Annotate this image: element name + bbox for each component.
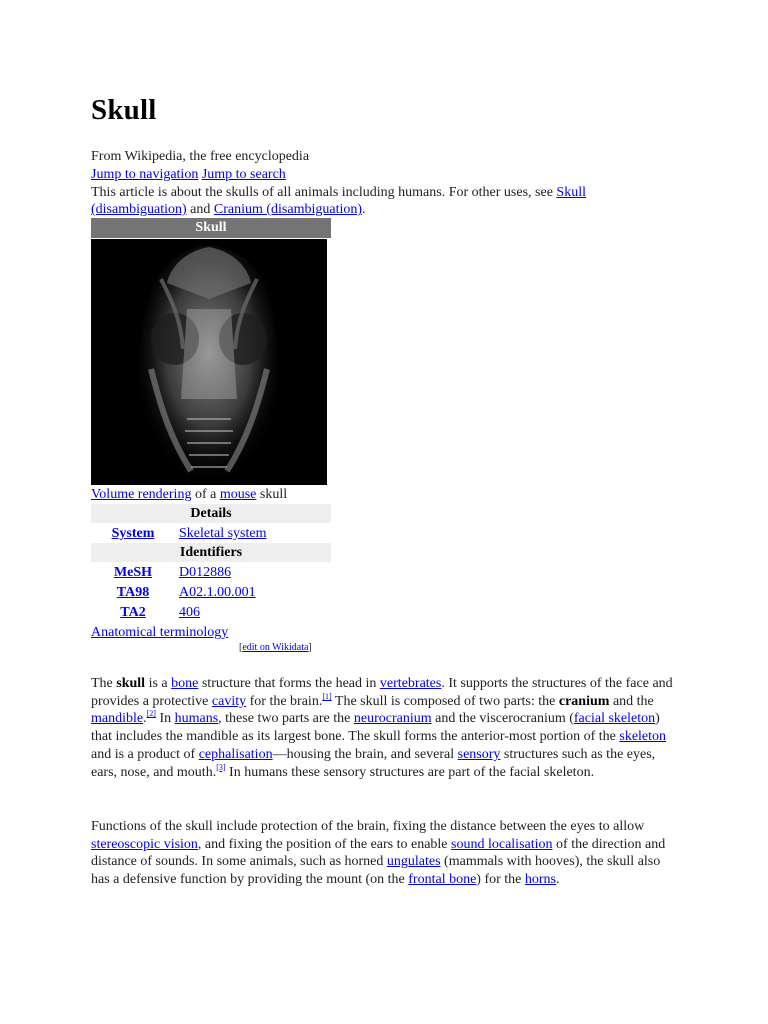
anatomical-terminology	[91, 624, 228, 642]
infobox-title: Skull	[91, 218, 331, 238]
intro-paragraph-2: Functions of the skull include protection of the brain, fixing the distance between the eyes to allow stereoscopic vision, and fixing the position of the ears to enable sound localisation of the direction and distance of sounds. In some animals, such as horned ungulates (mammals with hooves), the skull also has a defensive function by providing the mount (on the frontal bone) for the horns.	[91, 819, 666, 888]
frontal-bone-link[interactable]: frontal bone	[408, 872, 477, 888]
anatomical-terminology-link[interactable]: Anatomical terminology	[91, 625, 229, 640]
edit-on-wikidata: [edit on Wikidata]	[239, 642, 312, 653]
ta98-row	[91, 583, 331, 602]
ta98-value-link[interactable]: A02.1.00.001	[179, 585, 256, 600]
mesh-value-link[interactable]: D012886	[179, 565, 232, 580]
sound-localisation-link[interactable]: sound localisation	[451, 836, 553, 852]
intro-paragraph-1: The skull is a bone structure that forms the head in vertebrates. It supports the structures of the face and provides a protective cavity for the brain.[1] The skull is composed of two parts: the cranium and the mandible.[2] In humans, these two parts are the neurocranium and the viscerocranium (facial skeleton) that includes the mandible as its largest bone. The skull forms the anterior-most portion of the skeleton and is a product of cephalisation—housing the brain, and several sensory structures such as the eyes, ears, nose, and mouth.[3] In humans these sensory structures are part of the facial skeleton.	[91, 676, 673, 780]
details-header: Details	[91, 504, 331, 523]
skeletal-system-link[interactable]: Skeletal system	[179, 526, 267, 541]
skull-disambiguation-link-cont[interactable]: (disambiguation)	[91, 202, 187, 217]
bone-link[interactable]: bone	[171, 676, 199, 691]
reference-3-link[interactable]: [3]	[216, 762, 226, 772]
edit-on-wikidata-link[interactable]: edit on Wikidata	[242, 642, 309, 653]
ta2-label-link[interactable]: TA2	[120, 605, 146, 620]
reference-2-link[interactable]: [2]	[146, 709, 156, 719]
mouse-skull-image[interactable]	[91, 239, 327, 485]
volume-rendering-link[interactable]: Volume rendering	[91, 487, 192, 502]
vertebrates-link[interactable]: vertebrates	[379, 676, 442, 691]
jump-links	[91, 166, 286, 184]
sensory-link[interactable]: sensory	[457, 746, 501, 762]
cranium-disambiguation-link[interactable]: Cranium (disambiguation)	[213, 202, 363, 217]
mandible-link[interactable]: mandible	[91, 711, 144, 727]
neurocranium-link[interactable]: neurocranium	[353, 711, 432, 727]
page-title: Skull	[91, 94, 157, 126]
mesh-row	[91, 563, 331, 582]
mouse-link[interactable]: mouse	[219, 487, 257, 502]
skeleton-link[interactable]: skeleton	[619, 729, 667, 745]
system-row	[91, 524, 331, 543]
ta98-label-link[interactable]: TA98	[116, 585, 150, 600]
ta2-row	[91, 603, 331, 622]
hatnote-line-1: This article is about the skulls of all animals including humans. For other uses, see Skull	[91, 185, 586, 200]
jump-to-navigation-link[interactable]: Jump to navigation	[91, 167, 199, 182]
skull-disambiguation-link[interactable]: Skull	[556, 185, 586, 200]
jump-to-search-link[interactable]: Jump to search	[201, 167, 286, 182]
cephalisation-link[interactable]: cephalisation	[198, 746, 273, 762]
identifiers-header: Identifiers	[91, 543, 331, 562]
system-label-link[interactable]: System	[111, 526, 155, 541]
image-caption: Volume rendering of a mouse skull	[91, 487, 288, 502]
tagline: From Wikipedia, the free encyclopedia	[91, 149, 310, 164]
ungulates-link[interactable]: ungulates	[386, 854, 441, 870]
stereoscopic-vision-link[interactable]: stereoscopic vision	[91, 836, 198, 852]
hatnote-line-2: (disambiguation) and Cranium (disambiguation).	[91, 202, 366, 217]
mouse-skull-volume-rendering-image	[91, 239, 327, 485]
facial-skeleton-link[interactable]: facial skeleton	[573, 711, 656, 727]
ta2-value-link[interactable]: 406	[179, 605, 200, 620]
reference-1-link[interactable]: [1]	[322, 691, 332, 701]
cavity-link[interactable]: cavity	[211, 693, 247, 709]
humans-link[interactable]: humans	[174, 711, 219, 727]
horns-link[interactable]: horns	[524, 872, 557, 888]
mesh-label-link[interactable]: MeSH	[113, 565, 153, 580]
